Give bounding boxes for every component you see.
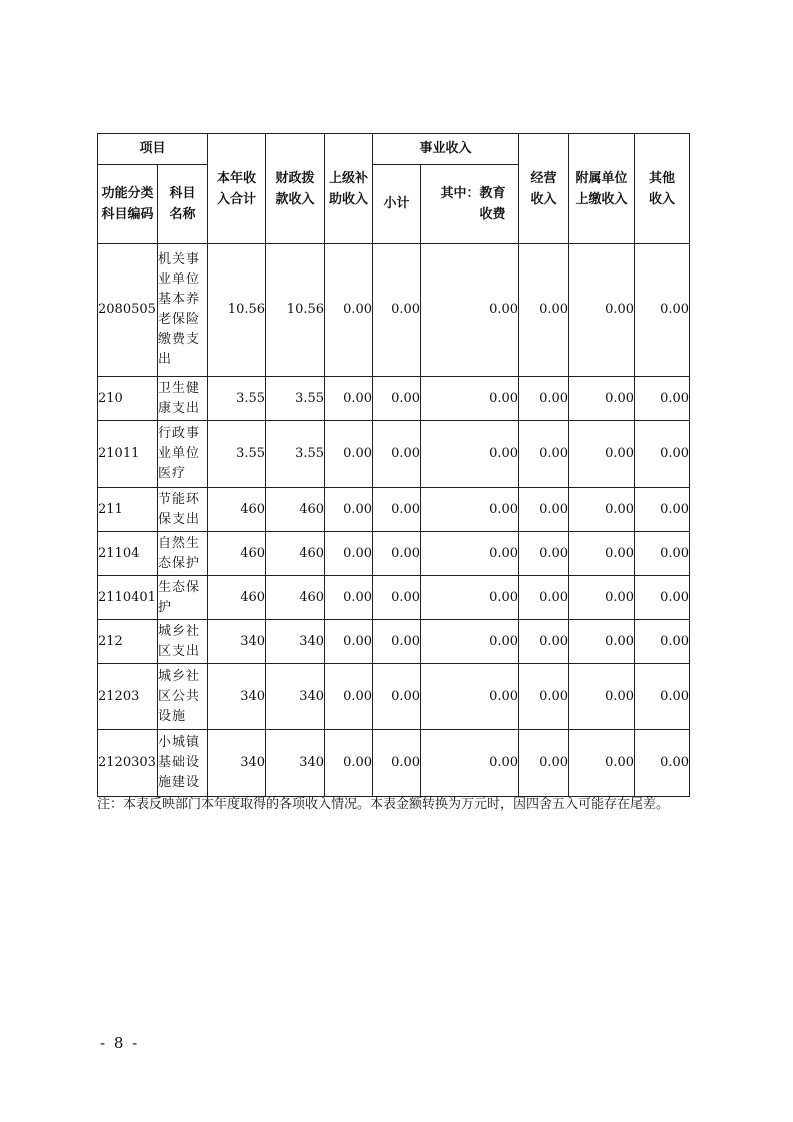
cell-code: 2120303: [98, 730, 158, 797]
cell-superior: 0.00: [325, 377, 373, 421]
cell-superior: 0.00: [325, 664, 373, 730]
cell-fiscal: 460: [266, 488, 325, 532]
cell-subtotal: 0.00: [373, 532, 421, 576]
cell-other: 0.00: [635, 244, 690, 377]
cell-superior: 0.00: [325, 620, 373, 664]
cell-name: 城乡社区支出: [158, 620, 208, 664]
cell-operating: 0.00: [519, 664, 569, 730]
header-func-code: 功能分类科目编码: [98, 165, 158, 244]
table-row: [98, 664, 690, 730]
header-fiscal: 财政拨款收入: [266, 134, 325, 244]
table-row: [98, 377, 690, 421]
cell-education: 0.00: [421, 377, 519, 421]
table-row: [98, 421, 690, 488]
cell-total: 340: [208, 664, 266, 730]
cell-fiscal: 3.55: [266, 421, 325, 488]
cell-code: 21011: [98, 421, 158, 488]
cell-affiliated: 0.00: [569, 730, 635, 797]
cell-fiscal: 340: [266, 664, 325, 730]
cell-education: 0.00: [421, 488, 519, 532]
cell-fiscal: 340: [266, 620, 325, 664]
cell-code: 2080505: [98, 244, 158, 377]
cell-education: 0.00: [421, 730, 519, 797]
table-note: 注：本表反映部门本年度取得的各项收入情况。本表金额转换为万元时，因四舍五入可能存在尾差。: [97, 797, 670, 812]
cell-other: 0.00: [635, 576, 690, 620]
cell-operating: 0.00: [519, 532, 569, 576]
cell-education: 0.00: [421, 576, 519, 620]
cell-total: 10.56: [208, 244, 266, 377]
cell-total: 460: [208, 532, 266, 576]
income-table: [97, 133, 690, 797]
cell-affiliated: 0.00: [569, 532, 635, 576]
table-row: [98, 488, 690, 532]
cell-affiliated: 0.00: [569, 488, 635, 532]
cell-other: 0.00: [635, 488, 690, 532]
cell-operating: 0.00: [519, 377, 569, 421]
cell-total: 3.55: [208, 377, 266, 421]
cell-affiliated: 0.00: [569, 421, 635, 488]
cell-superior: 0.00: [325, 421, 373, 488]
cell-code: 21104: [98, 532, 158, 576]
cell-affiliated: 0.00: [569, 244, 635, 377]
cell-code: 211: [98, 488, 158, 532]
cell-code: 2110401: [98, 576, 158, 620]
cell-subtotal: 0.00: [373, 576, 421, 620]
cell-operating: 0.00: [519, 576, 569, 620]
cell-operating: 0.00: [519, 730, 569, 797]
cell-other: 0.00: [635, 421, 690, 488]
cell-name: 城乡社区公共设施: [158, 664, 208, 730]
header-subject-name: 科目名称: [158, 165, 208, 244]
cell-fiscal: 340: [266, 730, 325, 797]
cell-subtotal: 0.00: [373, 620, 421, 664]
table-row: [98, 730, 690, 797]
cell-name: 自然生态保护: [158, 532, 208, 576]
cell-affiliated: 0.00: [569, 664, 635, 730]
cell-name: 行政事业单位医疗: [158, 421, 208, 488]
cell-subtotal: 0.00: [373, 730, 421, 797]
cell-name: 机关事业单位基本养老保险缴费支出: [158, 244, 208, 377]
cell-operating: 0.00: [519, 244, 569, 377]
cell-fiscal: 10.56: [266, 244, 325, 377]
cell-education: 0.00: [421, 244, 519, 377]
cell-subtotal: 0.00: [373, 244, 421, 377]
cell-operating: 0.00: [519, 620, 569, 664]
cell-education: 0.00: [421, 421, 519, 488]
cell-total: 3.55: [208, 421, 266, 488]
cell-education: 0.00: [421, 664, 519, 730]
cell-other: 0.00: [635, 377, 690, 421]
header-education-fee: 其中：教育收费: [421, 165, 519, 244]
cell-affiliated: 0.00: [569, 620, 635, 664]
header-superior: 上级补助收入: [325, 134, 373, 244]
header-subtotal: 小计: [373, 165, 421, 244]
cell-subtotal: 0.00: [373, 664, 421, 730]
table-body: [98, 244, 690, 797]
cell-code: 21203: [98, 664, 158, 730]
page-number: - 8 -: [100, 1034, 140, 1052]
cell-affiliated: 0.00: [569, 377, 635, 421]
cell-name: 生态保护: [158, 576, 208, 620]
table-row: [98, 244, 690, 377]
cell-code: 212: [98, 620, 158, 664]
cell-superior: 0.00: [325, 244, 373, 377]
header-total-income: 本年收入合计: [208, 134, 266, 244]
table-row: [98, 532, 690, 576]
cell-fiscal: 460: [266, 576, 325, 620]
cell-education: 0.00: [421, 620, 519, 664]
cell-name: 卫生健康支出: [158, 377, 208, 421]
table-row: [98, 576, 690, 620]
cell-operating: 0.00: [519, 488, 569, 532]
cell-affiliated: 0.00: [569, 576, 635, 620]
cell-total: 340: [208, 730, 266, 797]
cell-superior: 0.00: [325, 576, 373, 620]
cell-code: 210: [98, 377, 158, 421]
cell-fiscal: 460: [266, 532, 325, 576]
cell-fiscal: 3.55: [266, 377, 325, 421]
cell-superior: 0.00: [325, 532, 373, 576]
cell-total: 460: [208, 576, 266, 620]
header-other: 其他收入: [635, 134, 690, 244]
cell-other: 0.00: [635, 730, 690, 797]
header-project: 项目: [98, 134, 208, 165]
cell-superior: 0.00: [325, 730, 373, 797]
header-business-income: 事业收入: [373, 134, 519, 165]
cell-operating: 0.00: [519, 421, 569, 488]
cell-name: 小城镇基础设施建设: [158, 730, 208, 797]
cell-superior: 0.00: [325, 488, 373, 532]
cell-subtotal: 0.00: [373, 488, 421, 532]
cell-other: 0.00: [635, 620, 690, 664]
cell-other: 0.00: [635, 532, 690, 576]
header-operating: 经营收入: [519, 134, 569, 244]
cell-name: 节能环保支出: [158, 488, 208, 532]
cell-total: 340: [208, 620, 266, 664]
cell-subtotal: 0.00: [373, 421, 421, 488]
cell-other: 0.00: [635, 664, 690, 730]
cell-subtotal: 0.00: [373, 377, 421, 421]
header-affiliated: 附属单位上缴收入: [569, 134, 635, 244]
cell-total: 460: [208, 488, 266, 532]
table-row: [98, 620, 690, 664]
cell-education: 0.00: [421, 532, 519, 576]
